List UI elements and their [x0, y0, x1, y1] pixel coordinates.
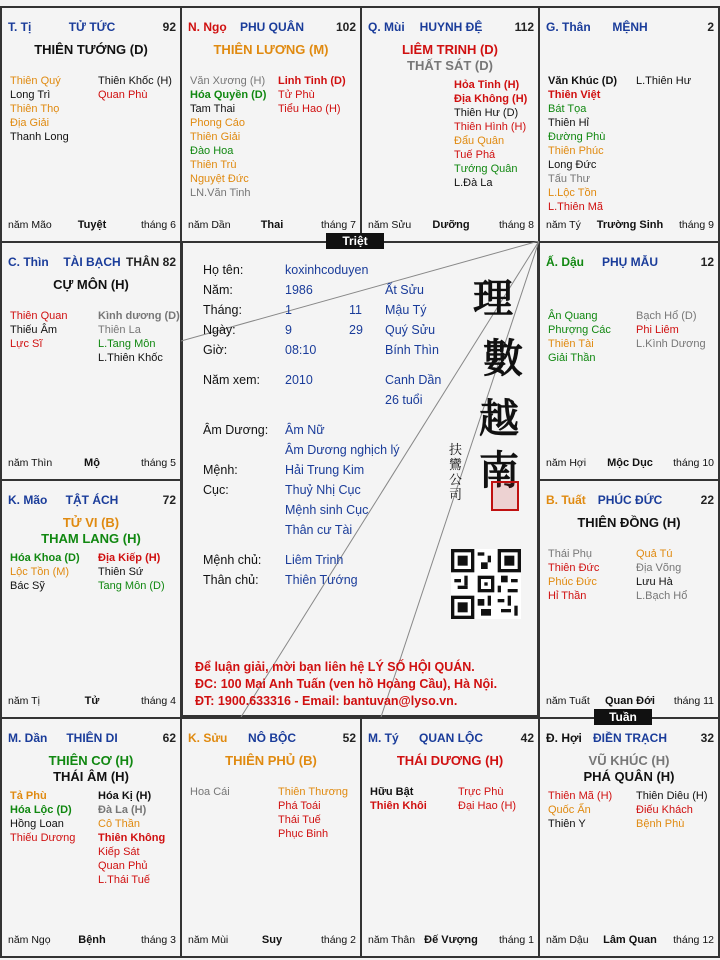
palace-footer — [546, 219, 714, 233]
calligraphy-char-1: 理 — [473, 275, 513, 322]
minor-star: Lộc Tồn (M) — [10, 566, 70, 578]
palace-number: 12 — [700, 255, 714, 269]
minor-star: Thiên Khốc (H) — [98, 75, 172, 87]
minor-star: Cô Thần — [98, 818, 140, 830]
month-label: tháng 12 — [673, 934, 714, 946]
minor-star: Thiên Khôi — [370, 800, 427, 812]
palace-name: QUAN LỘC — [419, 731, 483, 745]
minor-star: Thiên Thọ — [10, 103, 60, 115]
star-column-right — [458, 785, 516, 813]
palace-code: Đ. Hợi — [546, 731, 582, 745]
main-star: THẤT SÁT (D) — [407, 58, 493, 73]
seal-subtitle: 扶鸞公司 — [449, 443, 463, 503]
main-star: TỬ VI (B) — [62, 515, 120, 530]
palace-header — [188, 20, 356, 36]
minor-star: Thiên Quý — [10, 75, 61, 87]
palace-mui — [360, 6, 540, 243]
star-column-left — [548, 789, 612, 831]
minor-star: Thiên Sứ — [98, 566, 144, 578]
palace-ngo — [180, 6, 362, 243]
minor-star: Hóa Lộc (D) — [10, 804, 72, 816]
minor-star: Địa Giải — [10, 117, 50, 129]
minor-star: L.Thái Tuế — [98, 874, 150, 886]
palace-header — [546, 731, 714, 747]
star-column-left — [10, 551, 80, 593]
minor-star: L.Thiên Hư — [636, 75, 692, 87]
palace-footer — [8, 457, 176, 471]
than-chu-value: Thiên Tướng — [285, 573, 358, 587]
minor-star: Địa Kiếp (H) — [98, 552, 161, 564]
palace-name: HUYNH ĐỆ — [419, 20, 483, 34]
palace-header — [546, 255, 714, 271]
palace-header — [8, 255, 176, 271]
minor-star: L.Tang Môn — [98, 338, 156, 350]
star-column-left — [370, 785, 427, 813]
minor-star: Đại Hao (H) — [458, 800, 517, 812]
calligraphy-char-3: 越 — [479, 395, 519, 442]
month-label: tháng 5 — [140, 457, 176, 469]
year-label: năm Ngọ — [8, 934, 51, 946]
minor-star: Thiên Việt — [548, 89, 601, 101]
cuc-menh: Mệnh sinh Cục — [285, 503, 369, 517]
minor-star: Long Đức — [548, 159, 597, 171]
minor-star: Bác Sỹ — [10, 580, 45, 592]
star-column-right — [278, 785, 348, 841]
month-label: tháng 9 — [678, 219, 714, 231]
star-column-right — [636, 789, 708, 831]
minor-star: Thiên Hỉ — [548, 117, 589, 129]
palace-header — [188, 731, 356, 747]
nam-xem-value: 2010 — [285, 373, 313, 387]
minor-star: Phượng Các — [548, 324, 611, 336]
palace-number: 92 — [162, 20, 176, 34]
year-label: năm Tý — [546, 219, 581, 231]
minor-star: Thiên Mã (H) — [548, 790, 613, 802]
minor-star: Quan Phủ — [98, 860, 148, 872]
palace-footer — [546, 934, 714, 948]
palace-dan — [0, 717, 182, 958]
minor-star: Thiên Hư (D) — [454, 107, 519, 119]
palace-code: Ấ. Dậu — [546, 255, 585, 269]
palace-code: G. Thân — [546, 20, 591, 34]
menh-value: Hải Trung Kim — [285, 463, 365, 477]
am-duong-ly: Âm Dương nghịch lý — [285, 443, 400, 457]
palace-number: 52 — [342, 731, 356, 745]
minor-star: Hồng Loan — [10, 818, 64, 830]
minor-star: Thiên Hình (H) — [454, 121, 527, 133]
menh-chu-label: Mệnh chủ: — [203, 553, 262, 567]
palace-code: K. Sửu — [188, 731, 228, 745]
palace-name: ĐIỀN TRẠCH — [593, 731, 667, 745]
minor-star: L.Thiên Mã — [548, 201, 604, 213]
minor-star: Hóa Khoa (D) — [10, 552, 80, 564]
minor-star: Thiên Diêu (H) — [636, 790, 708, 802]
contact-line-1: Để luận giải, mời bạn liên hệ LÝ SỐ HỘI QUÁN. — [195, 660, 475, 674]
minor-star: L.Lộc Tồn — [548, 187, 597, 199]
minor-star: Thiên Tài — [548, 338, 594, 350]
minor-star: Đào Hoa — [190, 145, 234, 157]
palace-header — [546, 20, 714, 36]
minor-star: Bệnh Phù — [636, 818, 685, 830]
minor-star: Địa Không (H) — [454, 93, 528, 105]
minor-star: Hóa Kị (H) — [98, 790, 152, 802]
tuan-marker: Tuần — [594, 709, 652, 725]
minor-star: Phi Liêm — [636, 324, 679, 336]
than-cu: Thân cư Tài — [285, 523, 353, 537]
minor-star: L.Thiên Khốc — [98, 352, 163, 364]
minor-star: Hóa Quyền (D) — [190, 89, 267, 101]
qr-code — [451, 549, 521, 619]
month-label: tháng 7 — [320, 219, 356, 231]
minor-star: Tướng Quân — [454, 163, 518, 175]
minor-star: Long Trì — [10, 89, 51, 101]
main-star: THIÊN LƯƠNG (M) — [213, 42, 329, 57]
minor-star: Thái Phụ — [548, 548, 593, 560]
star-column-left — [548, 309, 611, 365]
palace-name: THIÊN DI — [66, 731, 118, 745]
life-stage: Trường Sinh — [596, 219, 664, 231]
menh-label: Mệnh: — [203, 463, 238, 477]
red-seal-stamp — [491, 481, 519, 511]
star-column-left — [10, 789, 75, 845]
life-stage: Thai — [260, 219, 284, 231]
minor-star: Tiểu Hao (H) — [278, 103, 341, 115]
palace-name: NÔ BỘC — [248, 731, 296, 745]
palace-footer — [546, 457, 714, 471]
palace-name: MỆNH — [612, 20, 648, 34]
month-label: tháng 3 — [140, 934, 176, 946]
main-star: THIÊN TƯỚNG (D) — [34, 42, 148, 57]
month-label: tháng 2 — [320, 934, 356, 946]
main-star: THIÊN PHỦ (B) — [225, 753, 317, 768]
star-column-right — [98, 551, 165, 593]
calligraphy-char-4: 南 — [479, 447, 519, 494]
palace-name: TÀI BẠCH — [63, 255, 121, 269]
minor-star: Thiên Đức — [548, 562, 600, 574]
nam-label: Năm: — [203, 283, 233, 297]
main-star: CỰ MÔN (H) — [53, 277, 129, 292]
triet-marker: Triệt — [326, 233, 384, 249]
minor-star: Quả Tú — [636, 548, 673, 560]
minor-star: Phúc Đức — [548, 576, 597, 588]
main-star: THIÊN CƠ (H) — [48, 753, 134, 768]
minor-star: Thiên Y — [548, 818, 586, 830]
star-column-right — [98, 74, 172, 102]
than-chu-label: Thân chủ: — [203, 573, 259, 587]
minor-star: Tả Phù — [10, 790, 47, 802]
life-stage: Bệnh — [78, 934, 106, 946]
minor-star: Quốc Ấn — [548, 804, 591, 816]
star-column-right — [636, 547, 687, 603]
ngay-value: 9 — [285, 323, 292, 337]
year-label: năm Hợi — [546, 457, 587, 469]
gio-value: 08:10 — [285, 343, 317, 357]
ho-ten-label: Họ tên: — [203, 263, 244, 277]
year-label: năm Sửu — [368, 219, 412, 231]
gio-label: Giờ: — [203, 343, 228, 357]
star-column-left — [10, 74, 69, 144]
palace-ty — [360, 717, 540, 958]
menh-chu-value: Liêm Trinh — [285, 553, 344, 567]
tuoi: 26 tuổi — [385, 393, 423, 407]
palace-code: T. Tị — [8, 20, 32, 34]
month-label: tháng 6 — [140, 219, 176, 231]
palace-name: PHU QUÂN — [239, 20, 304, 34]
thang-can-chi: Mậu Tý — [385, 303, 427, 317]
minor-star: Lưu Hà — [636, 576, 673, 588]
main-star: THÁI DƯƠNG (H) — [396, 753, 504, 768]
ho-ten-value: koxinhcoduyen — [285, 263, 369, 277]
month-label: tháng 8 — [498, 219, 534, 231]
palace-footer — [546, 695, 714, 709]
year-label: năm Dần — [188, 219, 231, 231]
palace-footer — [368, 934, 534, 948]
main-star: PHÁ QUÂN (H) — [583, 769, 675, 784]
minor-star: Thiên Không — [98, 832, 166, 844]
year-label: năm Thân — [368, 934, 416, 946]
minor-star: Tuế Phá — [454, 149, 496, 161]
palace-number: 22 — [700, 493, 714, 507]
palace-code: M. Tý — [368, 731, 399, 745]
palace-header — [8, 20, 176, 36]
main-star: THAM LANG (H) — [41, 531, 141, 546]
palace-header — [368, 20, 534, 36]
life-stage: Lâm Quan — [603, 934, 657, 946]
nam-xem-label: Năm xem: — [203, 373, 260, 387]
palace-footer — [368, 219, 534, 233]
minor-star: Kiếp Sát — [98, 846, 140, 858]
palace-thin — [0, 241, 182, 481]
main-star: THÁI ÂM (H) — [53, 769, 129, 784]
palace-name: PHÚC ĐỨC — [597, 493, 663, 507]
palace-header — [8, 493, 176, 509]
star-column-left — [548, 547, 599, 603]
palace-header — [546, 493, 714, 509]
minor-star: Đà La (H) — [98, 804, 147, 816]
palace-header — [368, 731, 534, 747]
minor-star: LN.Văn Tinh — [190, 187, 251, 199]
palace-footer — [8, 219, 176, 233]
palace-number: 32 — [700, 731, 714, 745]
minor-star: L.Kình Dương — [636, 338, 706, 350]
minor-star: Ân Quang — [548, 310, 598, 322]
minor-star: Thiên Thương — [278, 786, 349, 798]
am-duong-value: Âm Nữ — [285, 423, 325, 437]
palace-footer — [188, 934, 356, 948]
minor-star: Thiên Quan — [10, 310, 68, 322]
palace-number: THÂN 82 — [125, 255, 176, 269]
palace-code: C. Thìn — [8, 255, 49, 269]
thang-value: 1 — [285, 303, 292, 317]
year-label: năm Mão — [8, 219, 52, 231]
minor-star: Thanh Long — [10, 131, 69, 143]
gio-can-chi: Bính Thìn — [385, 343, 439, 357]
minor-star: Thiên La — [98, 324, 141, 336]
palace-name: TẬT ÁCH — [65, 493, 119, 507]
palace-number: 72 — [162, 493, 176, 507]
palace-number: 112 — [514, 20, 534, 34]
year-label: năm Dậu — [546, 934, 589, 946]
minor-star: Thiên Phúc — [548, 145, 604, 157]
minor-star: Lực Sĩ — [10, 338, 43, 350]
year-label: năm Tuất — [546, 695, 590, 707]
palace-footer — [8, 695, 176, 709]
main-star: THIÊN ĐỒNG (H) — [577, 515, 681, 530]
palace-name: TỬ TỨC — [68, 20, 116, 34]
contact-address: ĐC: 100 Mai Anh Tuấn (ven hồ Hoàng Cầu), Hà Nội. — [195, 677, 498, 691]
star-column-right — [636, 74, 691, 88]
life-stage: Dưỡng — [432, 219, 470, 231]
palace-code: B. Tuất — [546, 493, 586, 507]
minor-star: Trực Phù — [458, 786, 504, 798]
palace-mao — [0, 479, 182, 719]
palace-footer — [8, 934, 176, 948]
minor-star: Phong Cáo — [190, 117, 246, 129]
palace-ti — [0, 6, 182, 243]
palace-hoi — [538, 717, 720, 958]
star-column-right — [454, 78, 527, 190]
minor-star: Đường Phù — [548, 131, 606, 143]
month-label: tháng 11 — [673, 695, 714, 707]
ngay-am: 29 — [349, 323, 363, 337]
minor-star: L.Đà La — [454, 177, 493, 189]
month-label: tháng 4 — [140, 695, 176, 707]
minor-star: Tam Thai — [190, 103, 236, 115]
thang-label: Tháng: — [203, 303, 242, 317]
palace-number: 102 — [335, 20, 356, 34]
star-column-left — [190, 785, 230, 799]
nam-value: 1986 — [285, 283, 313, 297]
minor-star: Thiếu Âm — [10, 324, 58, 336]
minor-star: Bạch Hổ (D) — [636, 310, 697, 322]
info-panel — [181, 241, 539, 717]
life-stage: Tử — [84, 695, 100, 707]
star-column-right — [636, 309, 706, 351]
year-label: năm Mùi — [188, 934, 229, 946]
minor-star: Thiên Giải — [190, 131, 241, 143]
minor-star: Linh Tinh (D) — [278, 75, 346, 87]
life-stage: Mộc Dục — [607, 457, 653, 469]
minor-star: Giải Thần — [548, 352, 596, 364]
palace-name: PHỤ MẪU — [602, 255, 658, 269]
minor-star: Thái Tuế — [278, 814, 321, 826]
month-label: tháng 1 — [498, 934, 534, 946]
palace-dau — [538, 241, 720, 481]
palace-number: 62 — [162, 731, 176, 745]
life-stage: Mộ — [84, 457, 100, 469]
minor-star: Hoa Cái — [190, 786, 230, 798]
main-star: LIÊM TRINH (D) — [401, 42, 499, 57]
minor-star: Tử Phù — [278, 89, 315, 101]
palace-than — [538, 6, 720, 243]
minor-star: Thiên Trù — [190, 159, 237, 171]
calligraphy-char-2: 數 — [483, 335, 523, 382]
star-column-left — [190, 74, 266, 200]
minor-star: Nguyệt Đức — [190, 173, 249, 185]
palace-code: M. Dần — [8, 731, 48, 745]
minor-star: Tang Môn (D) — [98, 580, 165, 592]
ngay-label: Ngày: — [203, 323, 236, 337]
contact-phone-email: ĐT: 1900.633316 - Email: bantuvan@lyso.vn. — [195, 694, 458, 708]
minor-star: Văn Xương (H) — [190, 75, 266, 87]
minor-star: Tấu Thư — [548, 173, 591, 185]
palace-code: N. Ngọ — [188, 20, 227, 34]
palace-header — [8, 731, 176, 747]
life-stage: Đế Vượng — [424, 934, 478, 946]
minor-star: Hữu Bật — [370, 786, 414, 798]
cuc-label: Cục: — [203, 483, 229, 497]
star-column-right — [98, 789, 165, 887]
star-column-left — [10, 309, 67, 351]
minor-star: L.Bạch Hổ — [636, 590, 688, 602]
main-star: VŨ KHÚC (H) — [588, 753, 670, 768]
year-label: năm Thìn — [8, 457, 53, 469]
palace-suu — [180, 717, 362, 958]
palace-code: K. Mão — [8, 493, 48, 507]
palace-code: Q. Mùi — [368, 20, 405, 34]
nam-xem-can-chi: Canh Dần — [385, 373, 442, 387]
palace-number: 42 — [520, 731, 534, 745]
minor-star: Điếu Khách — [636, 804, 693, 816]
minor-star: Hỉ Thần — [548, 590, 587, 602]
minor-star: Địa Võng — [636, 562, 682, 574]
year-label: năm Tị — [8, 695, 40, 707]
minor-star: Bát Tọa — [548, 103, 587, 115]
minor-star: Hỏa Tinh (H) — [454, 79, 520, 91]
thang-am: 11 — [349, 303, 362, 317]
star-column-right — [278, 74, 346, 116]
life-stage: Suy — [261, 934, 283, 946]
star-column-right — [98, 309, 180, 365]
am-duong-label: Âm Dương: — [203, 423, 269, 437]
palace-footer — [188, 219, 356, 233]
minor-star: Quan Phù — [98, 89, 148, 101]
palace-tuat — [538, 479, 720, 719]
minor-star: Thiếu Dương — [10, 832, 76, 844]
star-column-left — [548, 74, 617, 214]
palace-number: 2 — [707, 20, 714, 34]
minor-star: Văn Khúc (D) — [548, 75, 618, 87]
minor-star: Đẩu Quân — [454, 135, 505, 147]
nam-can-chi: Ất Sửu — [385, 283, 424, 297]
minor-star: Phục Binh — [278, 828, 329, 840]
cuc-value: Thuỷ Nhị Cục — [285, 483, 361, 497]
life-stage: Tuyệt — [77, 219, 107, 231]
life-stage: Quan Đới — [605, 695, 655, 707]
minor-star: Phá Toái — [278, 800, 321, 812]
month-label: tháng 10 — [673, 457, 714, 469]
ngay-can-chi: Quý Sửu — [385, 323, 436, 337]
minor-star: Kình dương (D) — [98, 310, 180, 322]
